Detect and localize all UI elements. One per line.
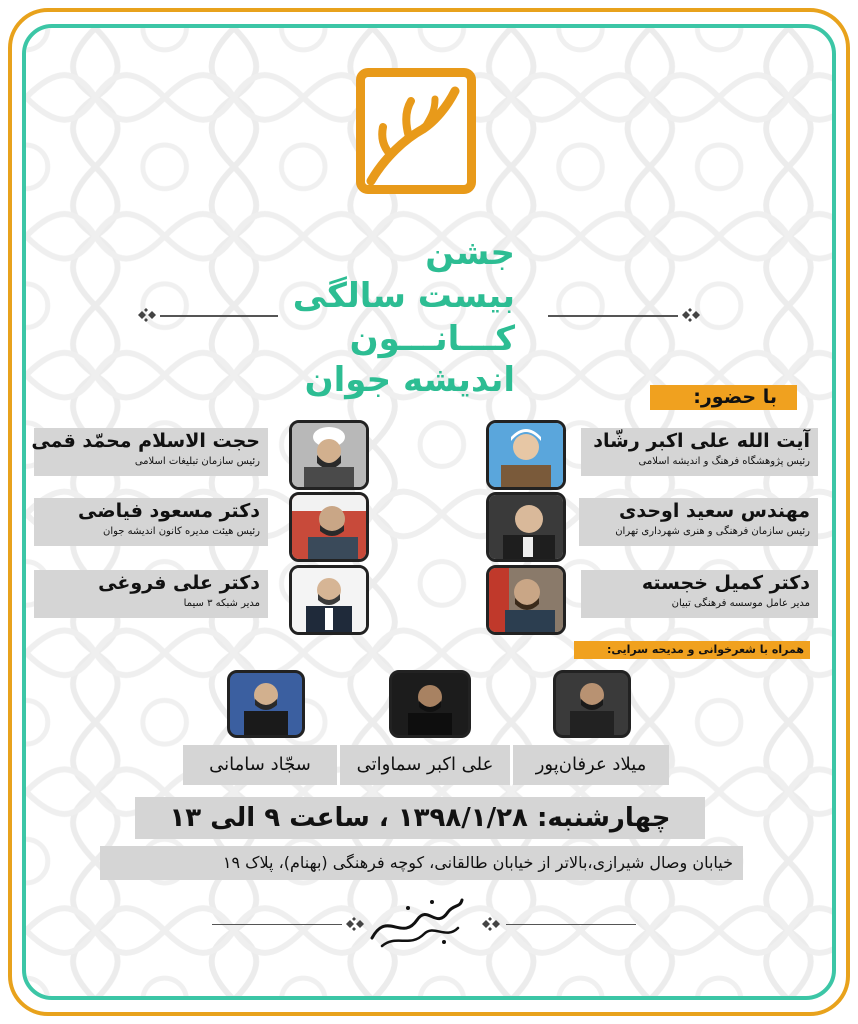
guest-name: دکتر مسعود فیاضی (77, 500, 260, 522)
guest-card (34, 498, 268, 546)
guest-role: مدیر عامل موسسه فرهنگی تبیان (671, 598, 810, 609)
reciter-photo (389, 670, 471, 738)
guest-name: دکتر علی فروغی (98, 572, 260, 594)
guest-role: رئیس هیئت مدیره کانون اندیشه جوان (103, 526, 260, 537)
divider-left (160, 315, 278, 317)
reciter-name: علی اکبر سماواتی (340, 745, 510, 785)
title-line-4: اندیشه جوان (304, 360, 515, 400)
event-address: خیابان وصال شیرازی،بالاتر از خیابان طالقانی، کوچه فرهنگی (بهنام)، پلاک ۱۹ (100, 846, 743, 880)
event-datetime: چهارشنبه: ۱۳۹۸/۱/۲۸ ، ساعت ۹ الی ۱۳ (135, 797, 705, 839)
divider-right (506, 924, 636, 925)
guest-card (581, 570, 818, 618)
guest-photo (486, 420, 566, 490)
guest-role: رئیس سازمان تبلیغات اسلامی (134, 456, 260, 467)
branch-icon (365, 77, 467, 185)
reciter-name: سجّاد سامانی (183, 745, 337, 785)
divider-right (548, 315, 678, 317)
guest-name: آیت الله علی اکبر رشّاد (593, 430, 810, 452)
guest-photo (486, 565, 566, 635)
guest-photo (289, 492, 369, 562)
divider-left (212, 924, 342, 925)
diamond-ornament-icon (678, 307, 706, 323)
guest-photo (289, 420, 369, 490)
diamond-ornament-icon (478, 916, 506, 932)
reciter-photo (553, 670, 631, 738)
accompany-label: همراه با شعرخوانی و مدیحه سرایی: (574, 641, 810, 659)
title-line-3: کـــانـــون (349, 319, 515, 359)
guest-photo (486, 492, 566, 562)
reciter-photo (227, 670, 305, 738)
attendance-label: با حضور: (650, 385, 797, 410)
kanoon-logo (356, 68, 476, 194)
title-line-2: بیست سالگی (292, 276, 515, 316)
guest-card (34, 570, 268, 618)
guest-card (581, 428, 818, 476)
diamond-ornament-icon (134, 307, 162, 323)
guest-role: رئیس پژوهشگاه فرهنگ و اندیشه اسلامی (638, 456, 810, 467)
guest-name: دکتر کمیل خجسته (641, 572, 810, 594)
title-line-1: جشن (425, 233, 515, 273)
reciter-name: میلاد عرفان‌پور (513, 745, 669, 785)
guest-card (579, 498, 818, 546)
guest-card (31, 428, 268, 476)
guest-name: مهندس سعید اوحدی (618, 500, 810, 522)
guest-role: مدیر شبکه ۳ سیما (183, 598, 260, 609)
calligraphy-logo (362, 890, 472, 950)
guest-name: حجت الاسلام محمّد قمی (31, 430, 260, 452)
guest-role: رئیس سازمان فرهنگی و هنری شهرداری تهران (615, 526, 810, 537)
guest-photo (289, 565, 369, 635)
